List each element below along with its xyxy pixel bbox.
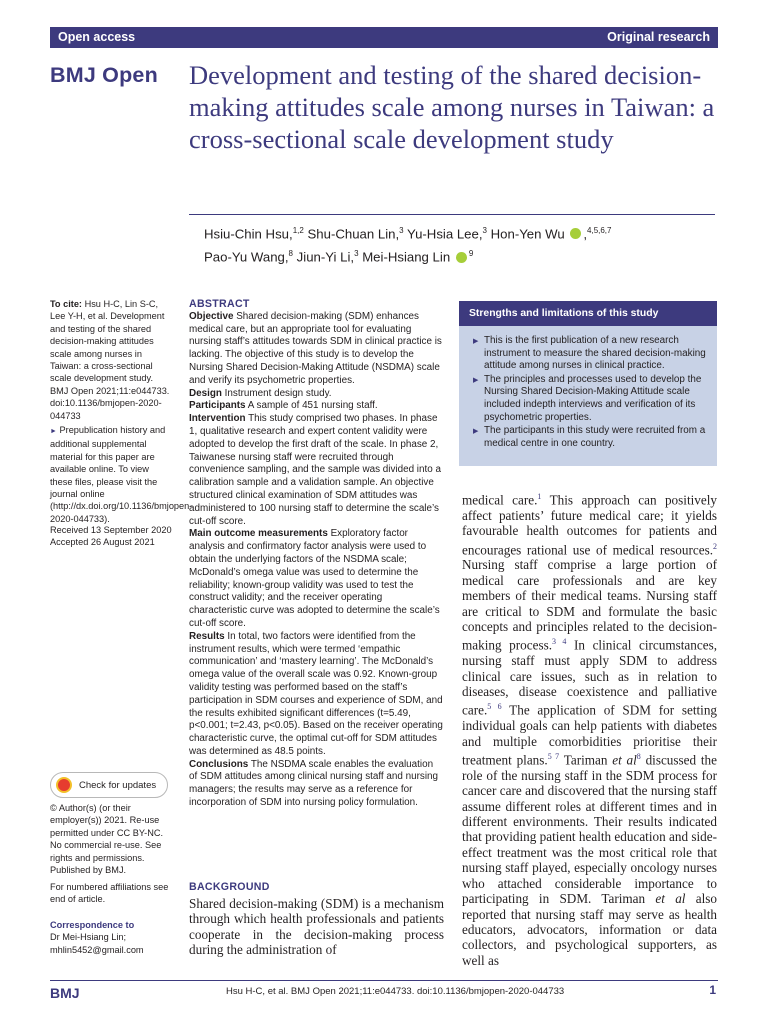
accepted-date: Accepted 26 August 2021 [50, 537, 155, 548]
background-heading: BACKGROUND [189, 881, 270, 893]
strengths-list [459, 326, 717, 450]
author-name: Hsiu-Chin Hsu, [204, 226, 293, 242]
author-name: Shu-Chuan Lin, [303, 226, 400, 242]
author-name: Pao-Yu Wang, [204, 249, 289, 265]
bmj-logo: BMJ [50, 985, 80, 1001]
journal-logo: BMJ Open [50, 63, 158, 87]
footer-divider [50, 980, 718, 981]
abstract-intervention: Intervention This study comprised two phases. In phase 1, qualitative research and expert content validity were adopted to develop the first draft of the scale. In phase 2, Taiwanese nursing staff were recruited through convenience sampling, and the sample was divided into a calibration sample and a validation sample. An objective structured clinical examination of SDM attitudes was administered to 100 nursing staff to determine the scale’s cut-off score. [189, 413, 441, 527]
author-list: Hsiu-Chin Hsu,$^{1,2}$ Shu-Chuan Lin,$^3$ Yu-Hsia Lee,$^3$ Hon-Yen Wu ,$^{4,5,6,7}$ Pao-Yu Wang,$^8$ Jiun-Yi Li,$^3$ Mei-Hsiang Lin $^9$ [204, 226, 612, 265]
abstract-conclusions: Conclusions The NSDMA scale enables the evaluation of SDM attitudes among clinical nursing staff and nursing managers; the results may serve as a reference for incorporation of SDM into nursing policy formulation. [189, 758, 439, 809]
check-for-updates-button[interactable] [50, 772, 168, 798]
cite-text: Hsu H-C, Lin S-C, Lee Y-H, et al. Development and testing of the shared decision-making attitudes scale among nurses in Taiwan: a cross-sectional scale development study. BMJ Open 2021;11:e044733. doi:10.1136/bmjopen-2020-044733 [50, 299, 170, 421]
affiliation-ref: 1,2 [292, 226, 304, 235]
citation-info [50, 298, 172, 422]
triangle-bullet-icon: ► [50, 428, 57, 435]
author-name: Mei-Hsiang Lin [358, 249, 454, 265]
strengths-heading: Strengths and limitations of this study [459, 301, 717, 326]
strengths-limitations-box [459, 301, 717, 466]
list-item: ▶ The participants in this study were recruited from a medical centre in one country. [473, 425, 709, 450]
author-name: Yu-Hsia Lee, [403, 226, 483, 242]
correspondence [50, 919, 172, 956]
affiliation-ref: 4,5,6,7 [587, 226, 612, 235]
abstract-heading: ABSTRACT [189, 298, 250, 310]
reference-link[interactable]: 5 7 [547, 752, 560, 762]
prepub-note [50, 424, 193, 525]
abstract-results: Results In total, two factors were identified from the instrument results, which were termed ‘empathic communication’ and ‘mastery learning’. The McDonald’s omega value of the overall scale was 0.92. Known-group validity testing was performed based on the staff’s participation in SDM courses and experience of SDM, and the results exhibited significant differences (t=5.49, p<0.001; t=2.43, p<0.05). Based on the receiver operating characteristic curve, the optimal cut-off for SDM attitudes was determined as 48.5 points. [189, 630, 443, 757]
reference-link[interactable]: 3 4 [552, 637, 567, 647]
abstract-outcomes: Main outcome measurements Exploratory factor analysis and confirmatory factor analysis were used to obtain the underlying factors of the NSDMA scale; McDonald’s omega value was used to determine the reliability; known-group validity was used to test the construct validity; and the receiver operating characteristic curve was adopted to determine the scale’s cut-off score. [189, 528, 440, 629]
reference-link[interactable]: 5 6 [487, 702, 502, 712]
dates [50, 524, 172, 549]
reference-link[interactable]: 1 [537, 492, 542, 501]
correspondence-email[interactable]: mhlin5452@gmail.com [50, 944, 144, 955]
author-name: Hon-Yen Wu [486, 226, 569, 242]
author-name: Jiun-Yi Li, [293, 249, 355, 265]
check-updates-label: Check for updates [79, 780, 157, 791]
article-title: Development and testing of the shared decision-making attitudes scale among nurses in Taiwan: a cross-sectional scale development study [189, 60, 715, 154]
orcid-icon[interactable] [456, 252, 467, 263]
list-item: ▶ The principles and processes used to develop the Nursing Shared Decision-Making Attitude scale included indepth interviews and verification of its psychometric properties. [473, 374, 709, 424]
correspondence-label: Correspondence to [50, 920, 135, 930]
prepub-text[interactable]: Prepublication history and additional supplemental material for this paper are available online. To view these files, please visit the journal online (http://dx.doi.org/10.1136/bmjopen-2020-044733). [50, 425, 193, 524]
affiliation-ref: 9 [468, 249, 474, 259]
abstract-design: Design Instrument design study. [189, 387, 332, 399]
affiliation-ref: 3 [482, 226, 487, 235]
copyright-note: © Author(s) (or their employer(s)) 2021. Re-use permitted under CC BY-NC. No commercial re-use. See rights and permissions. Published by BMJ. [50, 803, 164, 876]
article-type-label: Original research [607, 30, 710, 44]
received-date: Received 13 September 2020 [50, 525, 172, 535]
abstract-participants: Participants A sample of 451 nursing staff. [189, 400, 378, 412]
affiliation-ref: 3 [399, 226, 404, 235]
list-item: ▶ This is the first publication of a new research instrument to measure the shared decision-making attitude among nurses in clinical practice. [473, 335, 709, 373]
affiliation-ref: 3 [354, 249, 359, 259]
affiliation-note: For numbered affiliations see end of article. [50, 882, 169, 905]
background-text: Shared decision-making (SDM) is a mechanism through which health professionals and patients cooperate in the decision-making process during the administration of [189, 896, 444, 958]
header-bar [50, 27, 718, 48]
body-text-right: medical care.$^1$ This approach can positively affect patients’ future medical care; it yields favourable health outcomes for patients and encourages rational use of medical resources.$^2$ Nursing staff comprise a large portion of medical care professionals and are key members of their medical teams. Nursing staff are critical to SDM and formulate the basic concepts and principles related to the decision-making process.$^{3 4}$ In clinical circumstances, nursing staff must apply SDM to address clinical care issues, such as in relation to diseases, disease coexistence and palliative care.$^{5 6}$ The application of SDM for setting individual goals can help patients with diabetes and multiple comorbidities prioritise their treatment plans.$^{5 7}$ Tariman et $al^8$ discussed the role of the nursing staff in the SDM process for cancer care and discovered that the nursing staff assume different roles at different times and in different environments. Their results indicated that providing patient health education and side-effect treatment was the most critical role that nursing staff played, especially oncology nurses who attached considerable importance to participating in SDM. Tariman et al also reported that nursing staff may serve as health educators, advocators, information or data collectors, and psychological supporters, as well as [462, 492, 718, 968]
abstract-objective: Objective Shared decision-making (SDM) enhances medical care, but an appropriate tool for evaluating nursing staff’s attitudes towards SDM in clinical practice is lacking. The objective of this study is to develop the Nursing Shared Decision-Making Attitude (NSDMA) scale and verify its psychometric properties. [189, 310, 442, 386]
orcid-icon[interactable] [570, 228, 581, 239]
open-access-label: Open access [58, 30, 136, 44]
correspondence-name: Dr Mei-Hsiang Lin; [50, 932, 127, 943]
footer-citation: Hsu H-C, et al. BMJ Open 2021;11:e044733. doi:10.1136/bmjopen-2020-044733 [226, 986, 565, 997]
title-divider [189, 214, 715, 215]
reference-link[interactable]: 8 [636, 752, 641, 762]
cite-label: To cite: [50, 299, 82, 309]
abstract [189, 298, 443, 810]
affiliation-ref: 8 [288, 249, 293, 259]
page-number: 1 [709, 983, 716, 997]
reference-link[interactable]: 2 [713, 541, 717, 551]
crossmark-icon [56, 777, 72, 793]
